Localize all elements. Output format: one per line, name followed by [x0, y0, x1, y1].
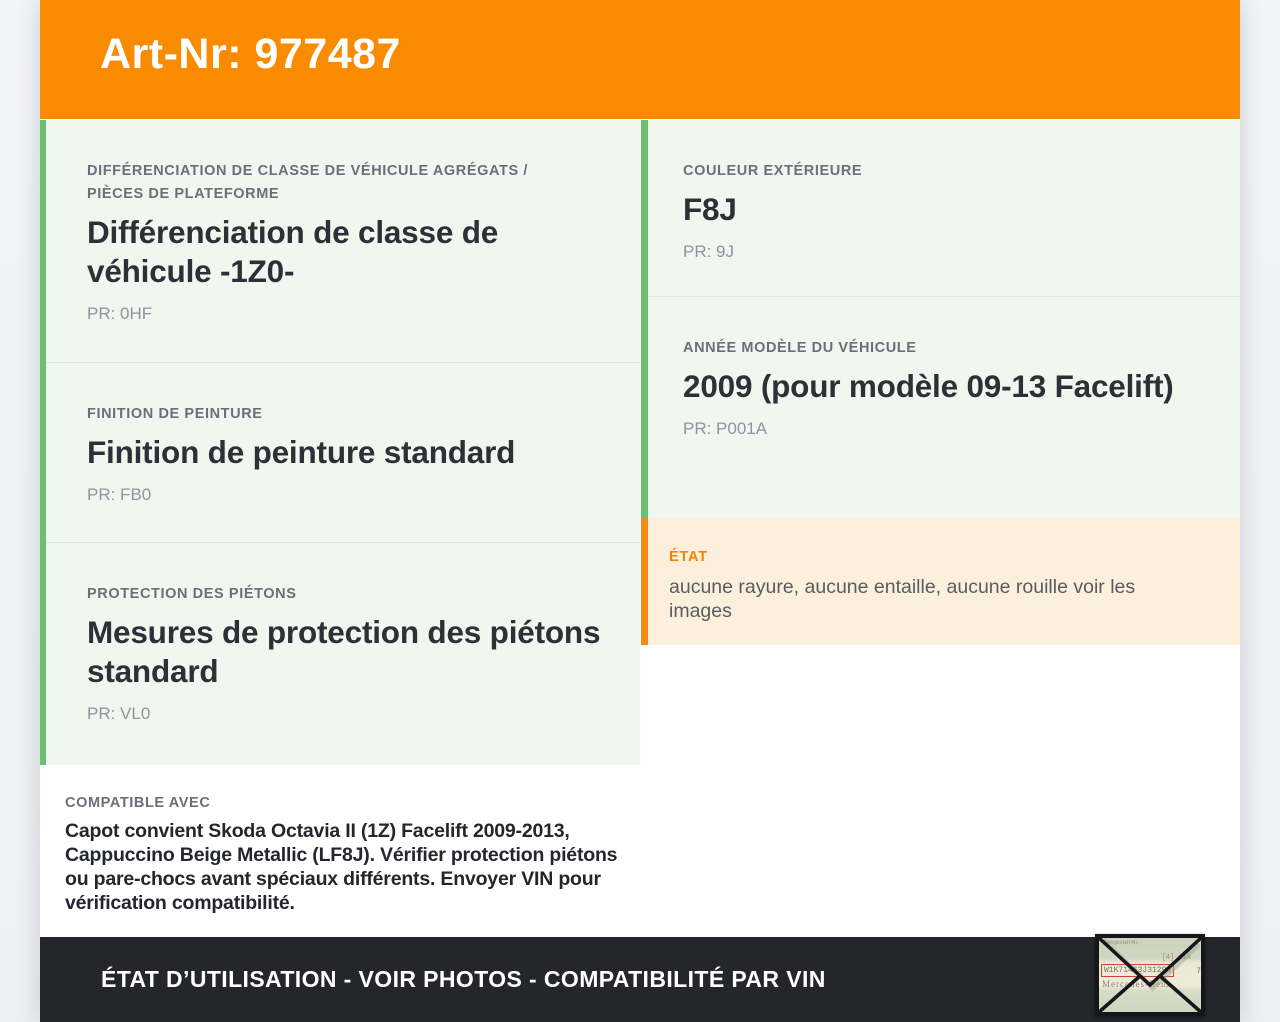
card-title: 2009 (pour modèle 09-13 Facelift): [683, 368, 1174, 404]
card-title: Finition de peinture standard: [87, 434, 516, 470]
page-header: [40, 0, 1240, 119]
compatibility-text: Capot convient Skoda Octavia II (1Z) Facelift 2009-2013, Cappuccino Beige Metallic (LF8J). Vérifier protection piétons ou pare-chocs avant spéciaux différents. Envoyer VIN pour vérification compatibilité.: [65, 820, 618, 914]
pr-code: PR: 0HF: [87, 304, 153, 323]
footer-bar: [40, 937, 1240, 1022]
card-title: Mesures de protection des piétons standard: [87, 614, 601, 689]
card-model-year: [641, 297, 1240, 518]
pr-code: PR: P001A: [683, 419, 768, 438]
card-label: ANNÉE MODÈLE DU VÉHICULE: [683, 340, 917, 356]
vin-suffix: 7: [1196, 967, 1201, 976]
vin-highlight-box: W1K71463J31298: [1101, 964, 1174, 977]
pr-code: PR: VL0: [87, 704, 151, 723]
card-paint-finish: [40, 363, 640, 543]
doc-code-line: [4] AiA: [1161, 954, 1191, 962]
registration-document-image: [1095, 934, 1205, 1016]
condition-label: ÉTAT: [669, 549, 708, 565]
article-number-title: Art-Nr: 977487: [100, 30, 401, 78]
pr-code: PR: 9J: [683, 242, 735, 261]
doc-label: Fahrgestell-Nr.: [1103, 940, 1139, 946]
card-label: DIFFÉRENCIATION DE CLASSE DE VÉHICULE AGRÉGATS / PIÈCES DE PLATEFORME: [87, 163, 529, 202]
pr-code: PR: FB0: [87, 485, 152, 504]
card-vehicle-class-differentiation: [40, 120, 640, 363]
card-label: COMPATIBLE AVEC: [65, 795, 211, 811]
card-title: Différenciation de classe de véhicule -1Z0-: [87, 214, 499, 289]
card-label: FINITION DE PEINTURE: [87, 406, 263, 422]
card-title: F8J: [683, 191, 737, 227]
brand-text: Mercedes-Benz: [1102, 979, 1172, 989]
content-sheet: [40, 0, 1240, 1022]
card-exterior-color: [641, 120, 1240, 297]
footer-text: ÉTAT D’UTILISATION - VOIR PHOTOS - COMPATIBILITÉ PAR VIN: [101, 966, 826, 992]
card-compatible-with: [40, 765, 640, 937]
card-label: PROTECTION DES PIÉTONS: [87, 586, 297, 602]
card-pedestrian-protection: [40, 543, 640, 765]
card-condition: [641, 518, 1240, 645]
envelope-icon: [1095, 934, 1205, 1016]
condition-text: aucune rayure, aucune entaille, aucune rouille voir les images: [669, 576, 1136, 622]
card-label: COULEUR EXTÉRIEURE: [683, 163, 863, 179]
